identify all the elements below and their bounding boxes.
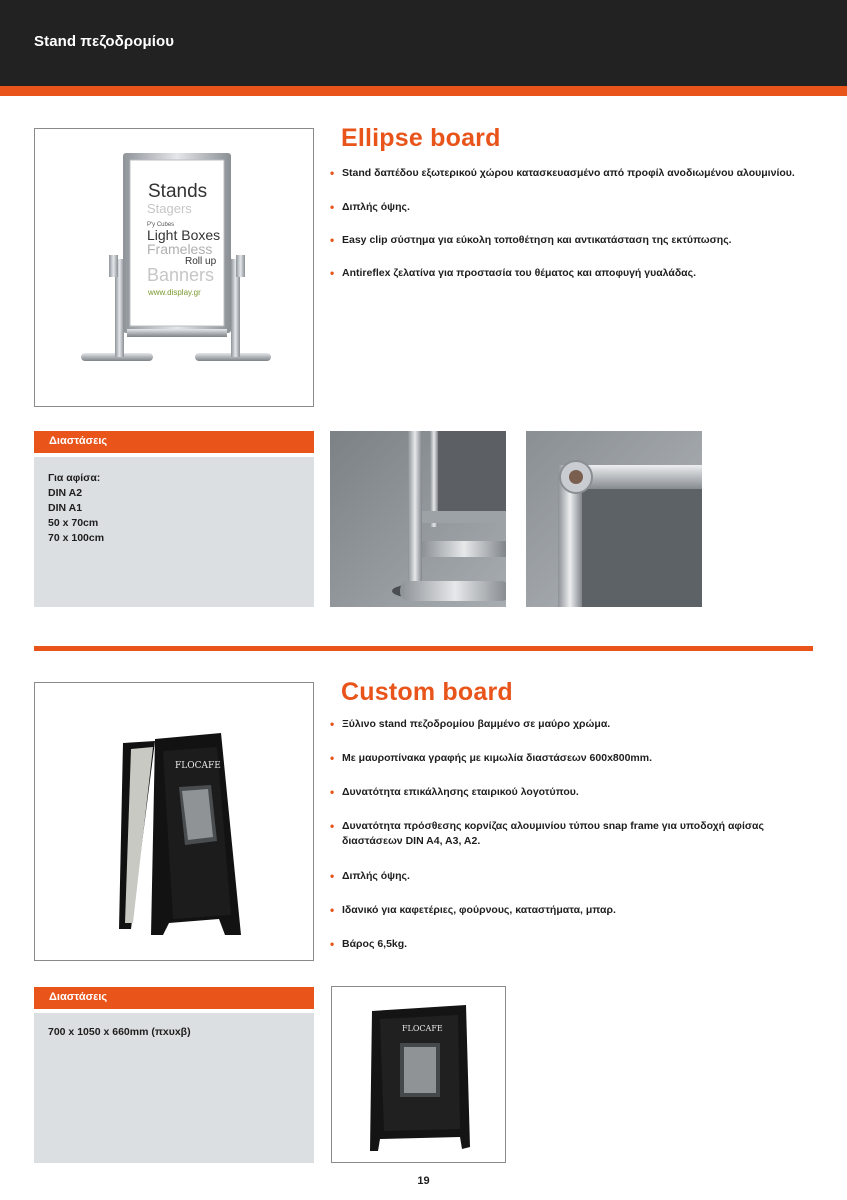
header-title: Stand πεζοδρομίου	[34, 33, 175, 50]
ellipse-board-features	[330, 166, 820, 280]
dimensions-heading: Διαστάσεις	[34, 431, 314, 453]
feature-item: • Stand δαπέδου εξωτερικού χώρου κατασκευασμένο από προφίλ ανοδιωμένου αλουμινίου.	[330, 166, 820, 180]
poster-word: Roll up	[185, 256, 217, 267]
dimension-item: 700 x 1050 x 660mm (πxυxβ)	[48, 1026, 191, 1038]
feature-item: • Βάρος 6,5kg.	[330, 937, 820, 951]
custom-board-photo	[331, 986, 506, 1163]
dimensions-panel	[34, 1013, 314, 1163]
poster-word: www.display.gr	[148, 288, 201, 297]
feature-item: • Ξύλινο stand πεζοδρομίου βαμμένο σε μαύρο χρώμα.	[330, 717, 820, 731]
section-divider	[34, 646, 813, 651]
flocafe-logo-text: FLOCAFE	[402, 1024, 443, 1033]
ellipse-board-illustration	[35, 129, 313, 406]
feature-item: • Διπλής όψης.	[330, 200, 820, 214]
custom-board-title: Custom board	[341, 678, 513, 706]
dimensions-heading: Διαστάσεις	[34, 987, 314, 1009]
custom-board-illustration	[35, 683, 313, 960]
page-number: 19	[417, 1175, 430, 1187]
feature-item: • Διπλής όψης.	[330, 869, 820, 883]
dimensions-list	[48, 1025, 300, 1040]
feature-item: • Δυνατότητα πρόσθεσης κορνίζας αλουμινίου τύπου snap frame για υποδοχή αφίσας διαστάσεων DIN A4, A3, A2.	[330, 819, 800, 849]
feature-item: • Δυνατότητα επικάλλησης εταιρικού λογοτύπου.	[330, 785, 820, 799]
dimension-item: 50 x 70cm	[48, 517, 99, 529]
ellipse-board-title: Ellipse board	[341, 124, 501, 152]
detail-photo-corner	[526, 431, 702, 607]
poster-word: Light Boxes	[147, 227, 221, 243]
ellipse-board-image	[34, 128, 314, 407]
dimensions-panel	[34, 457, 314, 607]
dimension-item: 70 x 100cm	[48, 532, 105, 544]
detail-photo-base	[330, 431, 506, 607]
custom-board-features	[330, 717, 820, 951]
poster-word: Frameless	[147, 241, 213, 257]
flocafe-logo-text: FLOCAFE	[175, 761, 221, 771]
dimensions-list	[48, 486, 300, 546]
poster-word: Banners	[147, 265, 215, 285]
custom-board-image	[34, 682, 314, 961]
feature-item: • Easy clip σύστημα για εύκολη τοποθέτηση και αντικατάσταση της εκτύπωσης.	[330, 233, 820, 247]
poster-word: Stagers	[147, 201, 192, 216]
dimension-item: DIN A2	[48, 487, 83, 499]
feature-item: • Antireflex ζελατίνα για προστασία του θέματος και αποφυγή γυαλάδας.	[330, 266, 820, 280]
poster-word: Stands	[148, 181, 208, 202]
feature-item: • Με μαυροπίνακα γραφής με κιμωλία διαστάσεων 600x800mm.	[330, 751, 820, 765]
dimension-item: DIN A1	[48, 502, 83, 514]
header-accent-stripe	[0, 86, 847, 96]
dimensions-label: Για αφίσα:	[48, 472, 101, 484]
feature-item: • Ιδανικό για καφετέριες, φούρνους, καταστήματα, μπαρ.	[330, 903, 820, 917]
page-header	[0, 0, 847, 86]
poster-word: P'y Cubes	[147, 222, 175, 228]
